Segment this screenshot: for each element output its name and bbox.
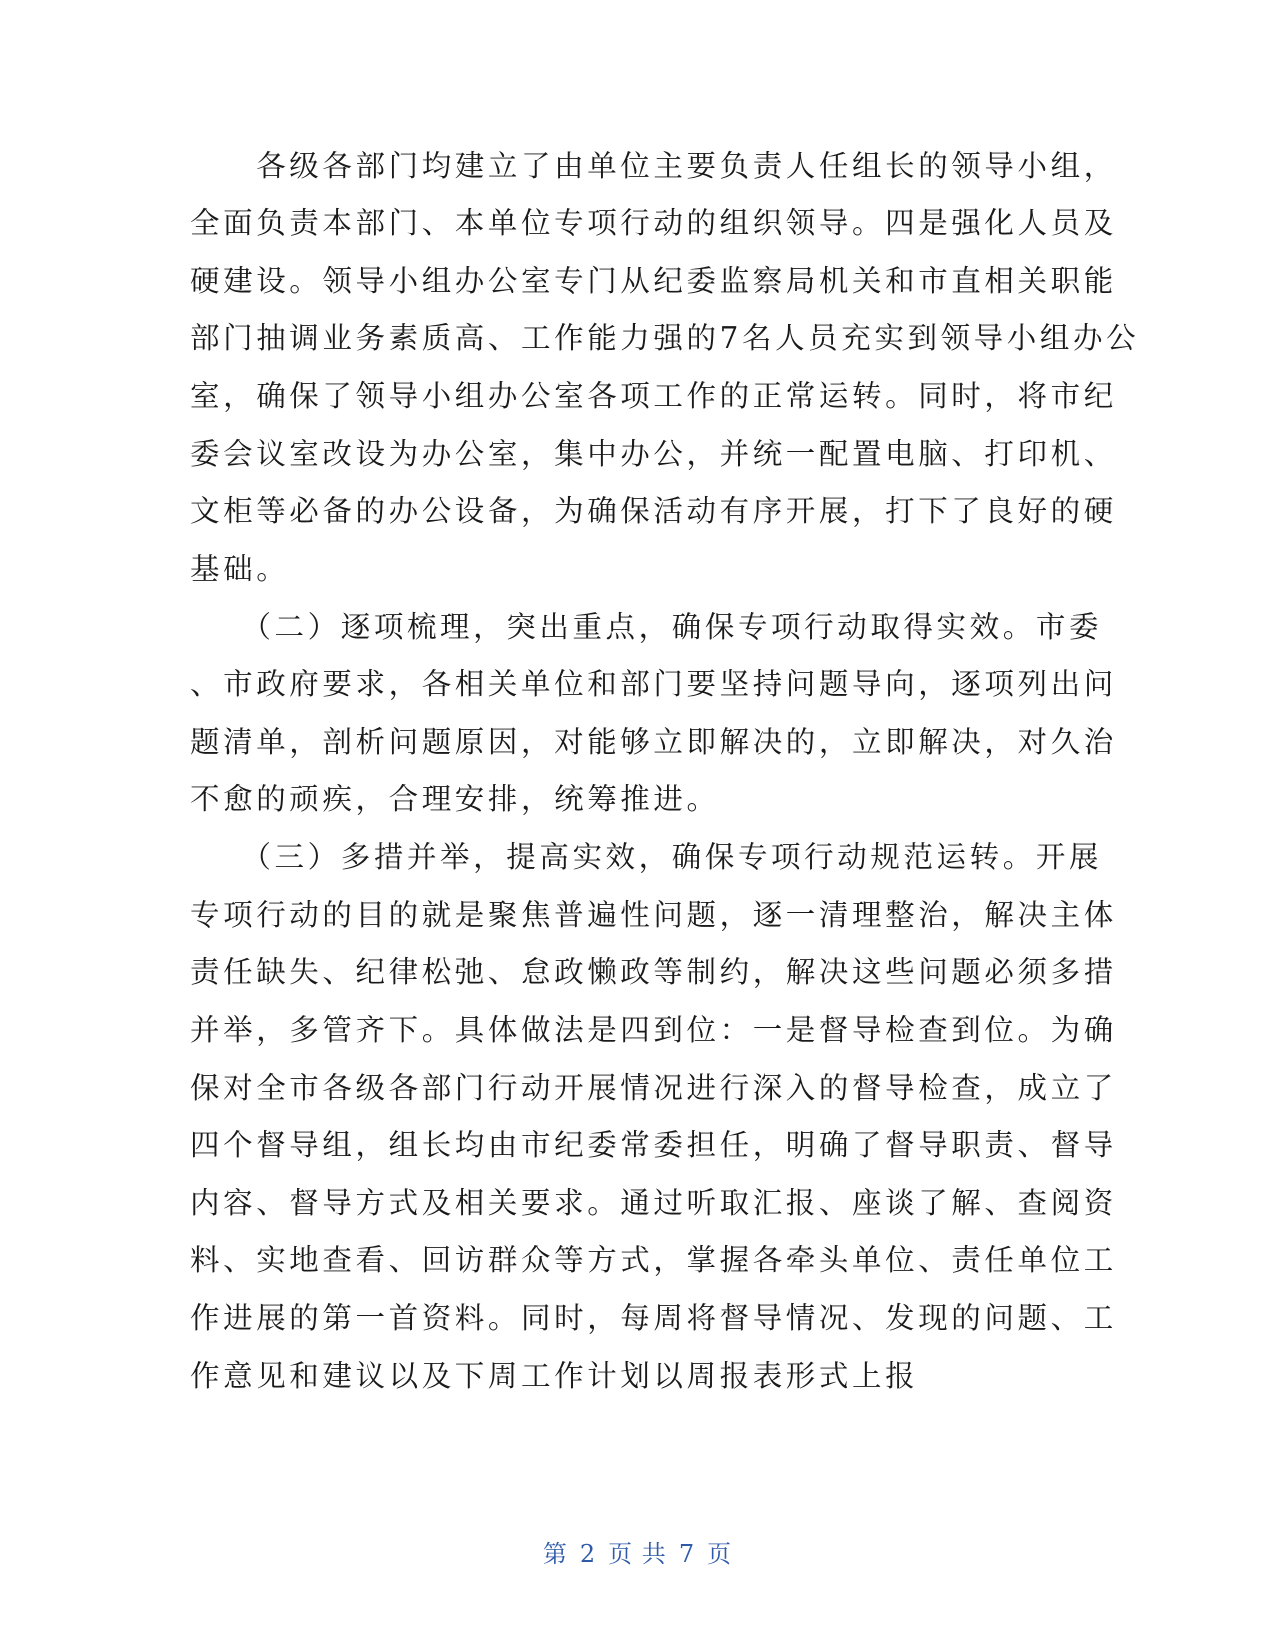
text-line: （二）逐项梳理，突出重点，确保专项行动取得实效。市委 (190, 610, 1103, 644)
text-line: 、市政府要求，各相关单位和部门要坚持问题导向，逐项列出问 (190, 667, 1117, 701)
text-line: 作意见和建议以及下周工作计划以周报表形式上报 (190, 1359, 919, 1393)
text-line: 各级各部门均建立了由单位主要负责人任组长的领导小组， (190, 149, 1117, 183)
text-line: 料、实地查看、回访群众等方式，掌握各牵头单位、责任单位工 (190, 1243, 1117, 1277)
text-line: 室，确保了领导小组办公室各项工作的正常运转。同时，将市纪 (190, 379, 1117, 413)
footer-current-page: 2 (579, 1540, 597, 1568)
text-line: 不愈的顽疾，合理安排，统筹推进。 (190, 782, 720, 816)
footer-total-pages: 7 (678, 1540, 696, 1568)
text-line: 专项行动的目的就是聚焦普遍性问题，逐一清理整治，解决主体 (190, 898, 1117, 932)
footer-suffix: 页 (707, 1540, 733, 1568)
text-line: 硬建设。领导小组办公室专门从纪委监察局机关和市直相关职能 (190, 264, 1117, 298)
footer-prefix: 第 (542, 1540, 568, 1568)
footer-middle: 页 共 (608, 1540, 667, 1568)
text-line: 责任缺失、纪律松弛、怠政懒政等制约，解决这些问题必须多措 (190, 955, 1117, 989)
text-line: 保对全市各级各部门行动开展情况进行深入的督导检查，成立了 (190, 1071, 1117, 1105)
text-line: 基础。 (190, 552, 290, 586)
text-line: 四个督导组，组长均由市纪委常委担任，明确了督导职责、督导 (190, 1128, 1117, 1162)
text-line: 并举，多管齐下。具体做法是四到位：一是督导检查到位。为确 (190, 1013, 1117, 1047)
text-line: 委会议室改设为办公室，集中办公，并统一配置电脑、打印机、 (190, 437, 1117, 471)
page-footer (0, 1534, 1275, 1569)
text-line: 文柜等必备的办公设备，为确保活动有序开展，打下了良好的硬 (190, 494, 1117, 528)
text-line: 作进展的第一首资料。同时，每周将督导情况、发现的问题、工 (190, 1301, 1117, 1335)
text-line: （三）多措并举，提高实效，确保专项行动规范运转。开展 (190, 840, 1103, 874)
text-line: 内容、督导方式及相关要求。通过听取汇报、座谈了解、查阅资 (190, 1186, 1117, 1220)
text-line: 题清单，剖析问题原因，对能够立即解决的，立即解决，对久治 (190, 725, 1117, 759)
text-line: 全面负责本部门、本单位专项行动的组织领导。四是强化人员及 (190, 206, 1117, 240)
text-line: 部门抽调业务素质高、工作能力强的7名人员充实到领导小组办公 (190, 321, 1140, 355)
